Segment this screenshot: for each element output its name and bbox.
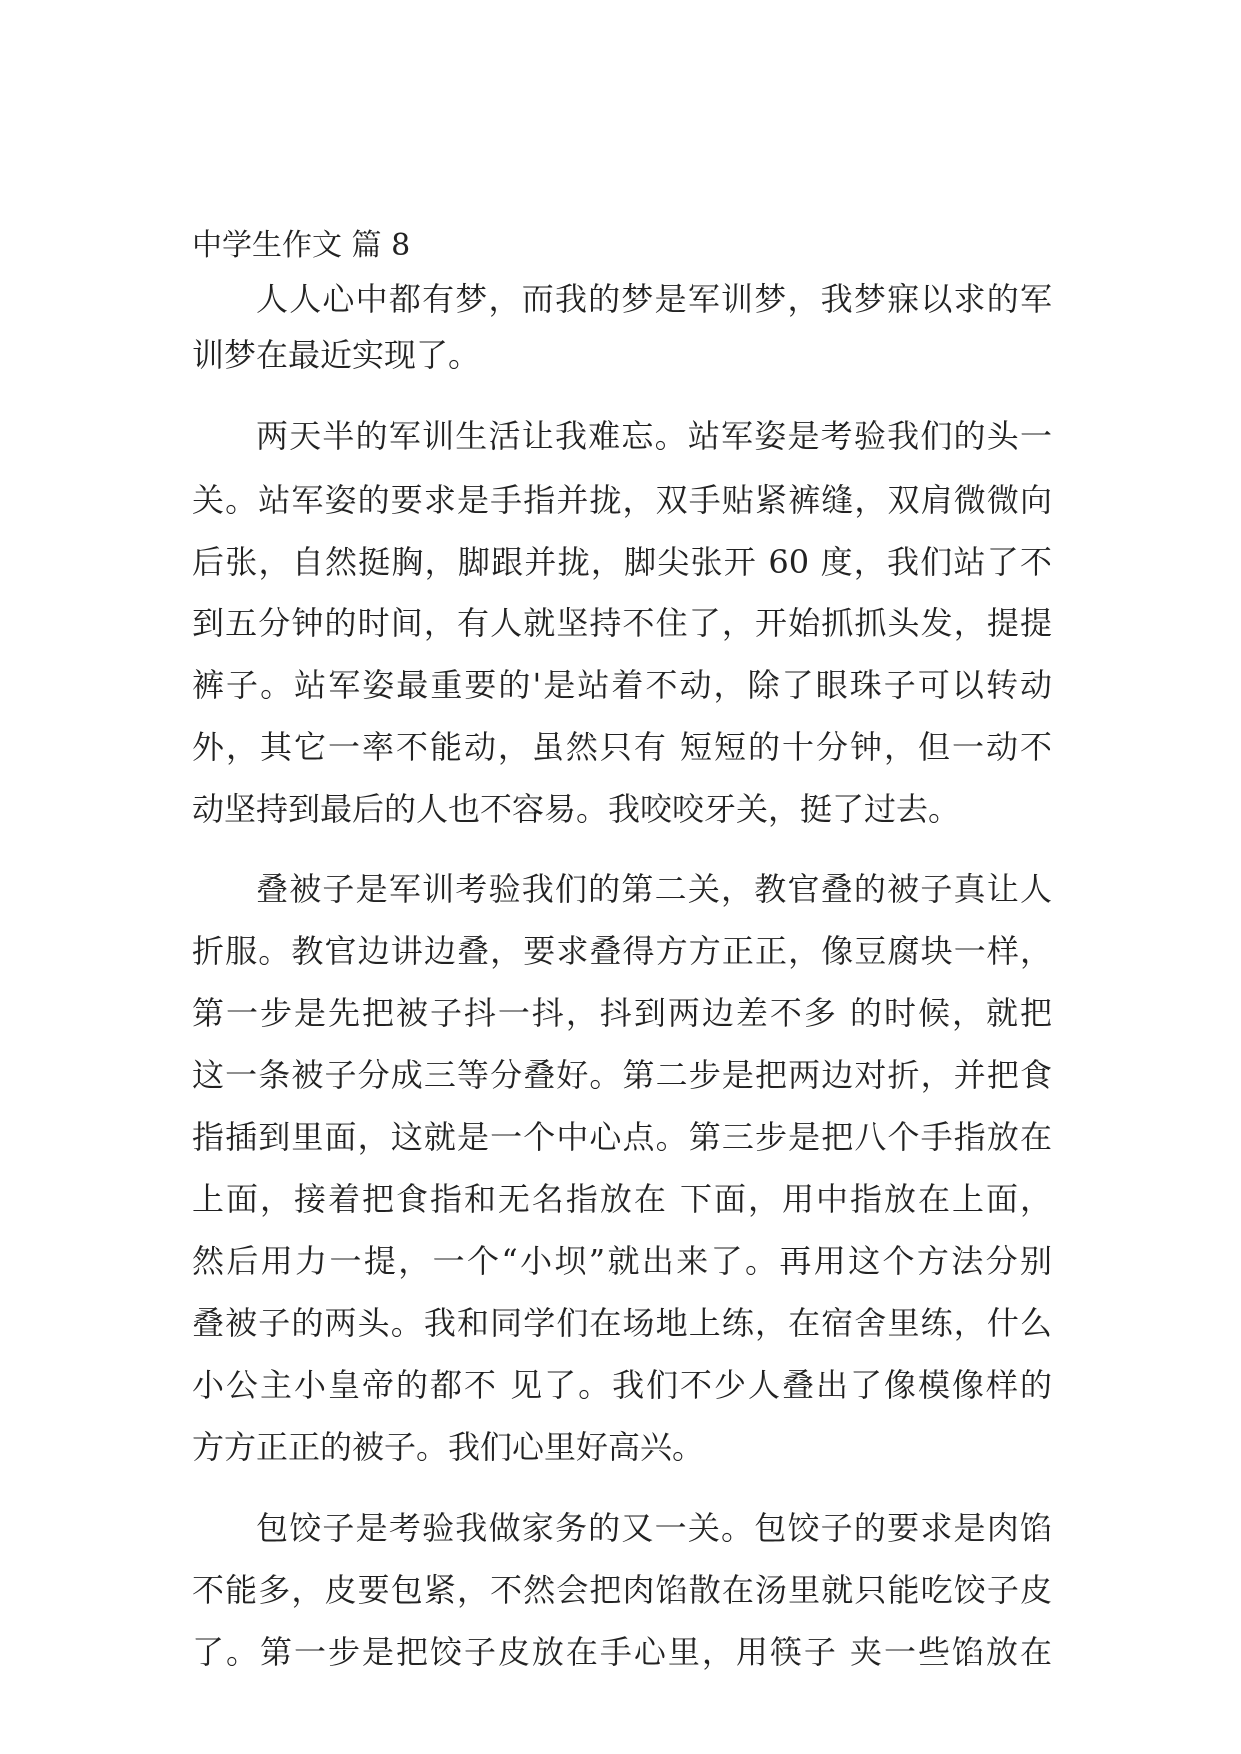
paragraph-3-line-6: 上面，接着把食指和无名指放在 下面，用中指放在上面， xyxy=(192,1180,1052,1218)
paragraph-2-line-7: 动坚持到最后的人也不容易。我咬咬牙关，挺了过去。 xyxy=(192,790,961,828)
paragraph-4-line-3: 了。第一步是把饺子皮放在手心里，用筷子 夹一些馅放在 xyxy=(192,1633,1052,1671)
paragraph-3-line-5: 指插到里面，这就是一个中心点。第三步是把八个手指放在 xyxy=(192,1118,1052,1156)
paragraph-2-line-1: 两天半的军训生活让我难忘。站军姿是考验我们的头一 xyxy=(256,417,1052,455)
essay-heading: 中学生作文 篇 8 xyxy=(192,228,411,263)
paragraph-3-line-10: 方方正正的被子。我们心里好高兴。 xyxy=(192,1428,705,1466)
paragraph-2-line-4: 到五分钟的时间，有人就坚持不住了，开始抓抓头发，提提 xyxy=(192,604,1052,642)
paragraph-3-line-3: 第一步是先把被子抖一抖，抖到两边差不多 的时候，就把 xyxy=(192,994,1052,1032)
paragraph-3-line-9: 小公主小皇帝的都不 见了。我们不少人叠出了像模像样的 xyxy=(192,1366,1052,1404)
paragraph-2-line-3: 后张，自然挺胸，脚跟并拢，脚尖张开 60 度，我们站了不 xyxy=(192,543,1052,581)
paragraph-3-line-4: 这一条被子分成三等分叠好。第二步是把两边对折，并把食 xyxy=(192,1056,1052,1094)
paragraph-3-line-2: 折服。教官边讲边叠，要求叠得方方正正，像豆腐块一样， xyxy=(192,932,1052,970)
paragraph-1-line-2: 训梦在最近实现了。 xyxy=(192,336,481,374)
paragraph-4-line-1: 包饺子是考验我做家务的又一关。包饺子的要求是肉馅 xyxy=(256,1509,1052,1547)
paragraph-1-line-1: 人人心中都有梦，而我的梦是军训梦，我梦寐以求的军 xyxy=(256,280,1052,318)
paragraph-3-line-1: 叠被子是军训考验我们的第二关，教官叠的被子真让人 xyxy=(256,870,1052,908)
paragraph-2-line-5: 裤子。站军姿最重要的'是站着不动，除了眼珠子可以转动 xyxy=(192,666,1052,704)
paragraph-3-line-7: 然后用力一提，一个“小坝”就出来了。再用这个方法分别 xyxy=(192,1242,1052,1280)
paragraph-2-line-6: 外，其它一率不能动，虽然只有 短短的十分钟，但一动不 xyxy=(192,728,1052,766)
paragraph-2-line-2: 关。站军姿的要求是手指并拢，双手贴紧裤缝，双肩微微向 xyxy=(192,481,1052,519)
paragraph-4-line-2: 不能多，皮要包紧，不然会把肉馅散在汤里就只能吃饺子皮 xyxy=(192,1571,1052,1609)
paragraph-3-line-8: 叠被子的两头。我和同学们在场地上练，在宿舍里练，什么 xyxy=(192,1304,1052,1342)
